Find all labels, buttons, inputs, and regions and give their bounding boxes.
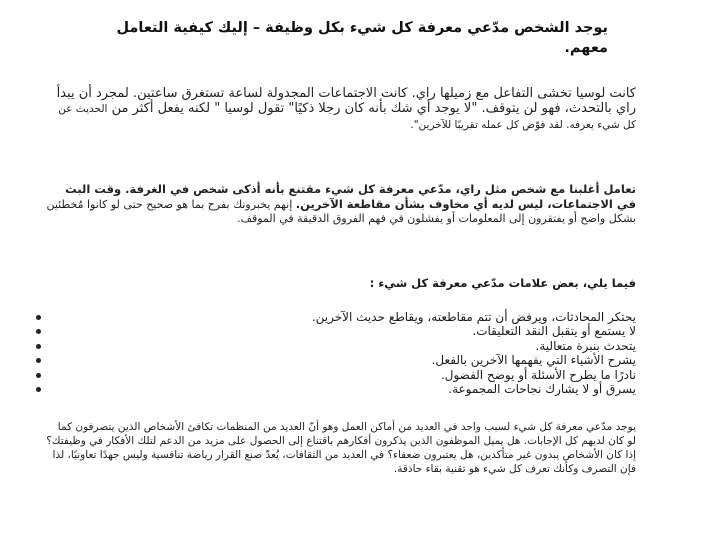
- list-item: يسرق أو لا يشارك نجاحات المجموعة.: [36, 382, 636, 396]
- paragraph-bold-lead: تعامل أغلبنا مع شخص مثل راي، مدّعي معرفة كل شيء مقتنع بأنه أذكى شخص في الغرفة. وقت البث في الاجتماعات، ليس لديه أي مخاوف بشأن مقاطعة الآخرين.: [65, 182, 636, 211]
- paragraph-regular-text: إنهم يخبرونك بفرح بما هو صحيح حتى لو كانوا مُخطئين بشكل واضح أو يفتقرون إلى المعلومات أو يفشلون في فهم الفروق الدقيقة في الموقف.: [46, 198, 636, 225]
- document-title: يوجد الشخص مدّعي معرفة كل شيء بكل وظيفة – إليك كيفية التعامل معهم.: [116, 20, 608, 56]
- list-item: يتحدث بنبرة متعالية.: [36, 339, 636, 353]
- bullet-icon: [36, 373, 41, 378]
- bullet-icon: [36, 329, 41, 334]
- paragraph-lucia-story-main: كانت لوسيا تخشى التفاعل مع زميلها راي. كانت الاجتماعات المجدولة لساعة تستغرق ساعتين. لمجرد أن يبدأ راي بالتحدث، فهو لن يتوقف. "لا يوجد أي شك بأنه كان رجلا ذكيًا" تقول لوسيا " لكنه يفعل أكثر من: [56, 86, 636, 116]
- bullet-icon: [36, 387, 41, 392]
- bullet-icon: [36, 315, 41, 320]
- paragraph-dealing-with-know-it-all: [46, 182, 636, 226]
- list-item: نادرًا ما يطرح الأسئلة أو يوضح الفضول.: [36, 368, 636, 382]
- bullet-icon: [36, 344, 41, 349]
- list-item: لا يستمع أو يتقبل النقد التعليقات.: [36, 324, 636, 338]
- bullet-icon: [36, 358, 41, 363]
- paragraph-lucia-story: [46, 86, 636, 133]
- paragraph-lucia-story-tail: الحديث عن كل شيء يعرفه. لقد فوّض كل عمله تقريبًا للآخرين".: [58, 103, 636, 131]
- list-item: يحتكر المحادثات، ويرفض أن تتم مقاطعته، ويقاطع حديث الآخرين.: [36, 310, 636, 324]
- paragraph-organizational-culture: يوجد مدّعي معرفة كل شيء لسبب واحد في العديد من أماكن العمل وهو أنّ العديد من المنظمات تكافئ الأشخاص الذين يتصرفون كما لو كان لديهم كل الإجابات. هل يميل الموظفون الذين يذكرون أفكارهم باقتناع إلى الحصول على مزيد من الدعم لتلك الأفكار في وظيفتك؟ إذا كان الأشخاص يبدون غير متأكدين، هل يعتبرون ضعفاء؟ في العديد من الثقافات، يُعدّ صنع القرار رياضة تنافسية وليس جهدًا تعاونيًا، لذا فإن التصرف وكأنك تعرف كل شيء هو تقنية بقاء حاذقة.: [46, 421, 636, 475]
- signs-list-heading: فيما يلي، بعض علامات مدّعي معرفة كل شيء :: [369, 276, 636, 290]
- signs-list: [36, 310, 636, 396]
- list-item: يشرح الأشياء التي يفهمها الآخرين بالفعل.: [36, 353, 636, 367]
